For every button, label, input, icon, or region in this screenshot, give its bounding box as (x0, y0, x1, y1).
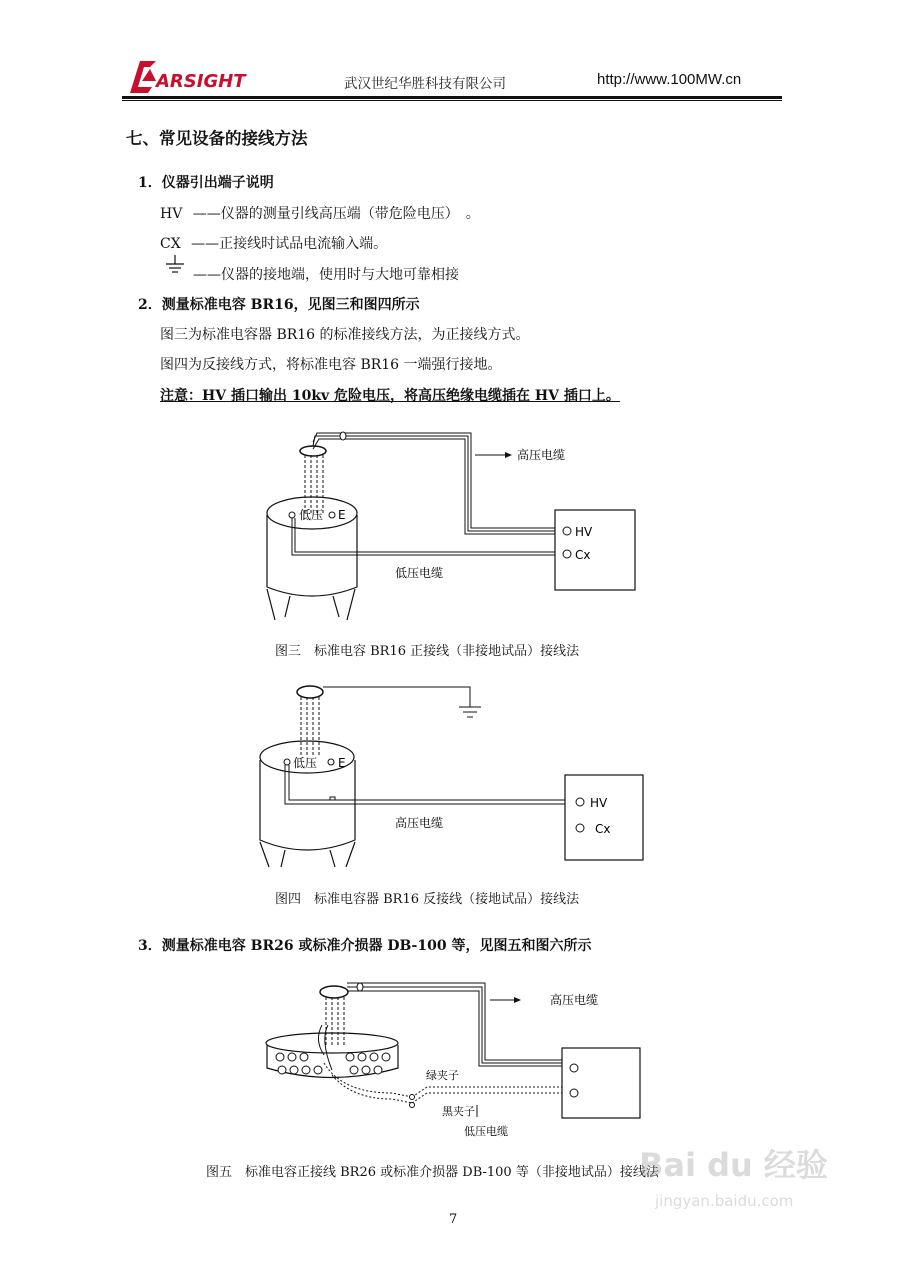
logo-text: ARSIGHT (156, 71, 246, 92)
fig3-low-label: 低压 (299, 508, 324, 522)
fig3-port-cx: Cx (575, 548, 591, 562)
figure5-diagram (262, 975, 647, 1145)
page-number: 7 (449, 1212, 458, 1227)
hv-terminal-line (160, 203, 480, 223)
section-title: 七、常见设备的接线方法 (126, 129, 308, 148)
item3-title: 3．测量标准电容 BR26 或标准介损器 DB-100 等，见图五和图六所示 (138, 938, 592, 954)
item2-line2: 图四为反接线方式，将标准电容 BR16 一端强行接地。 (160, 357, 502, 373)
watermark-site: jingyan.baidu.com (655, 1192, 794, 1210)
hv-label: HV (160, 206, 183, 222)
figure3-caption: 图三 标准电容 BR16 正接线（非接地试品）接线法 (275, 644, 580, 659)
figure5-caption: 图五 标准电容正接线 BR26 或标准介损器 DB-100 等（非接地试品）接线法 (206, 1165, 659, 1180)
fig5-hv-cable-label: 高压电缆 (550, 993, 599, 1007)
hv-description: ——仪器的测量引线高压端（带危险电压） 。 (192, 206, 480, 222)
fig3-hv-cable-label: 高压电缆 (517, 448, 566, 462)
fig5-green-clip-label: 绿夹子 (426, 1069, 459, 1082)
fig4-hv-cable-label: 高压电缆 (395, 816, 444, 830)
fig4-e-label: E (338, 756, 346, 770)
fig5-lv-cable-label: 低压电缆 (464, 1125, 508, 1138)
fig3-e-label: E (338, 508, 346, 522)
header-rule (122, 96, 782, 99)
fig4-port-cx: Cx (595, 822, 611, 836)
figure4-caption: 图四 标准电容器 BR16 反接线（接地试品）接线法 (275, 892, 580, 907)
fig4-port-hv: HV (590, 796, 608, 810)
watermark-brand: Bai du 经验 (639, 1146, 828, 1184)
figure4-diagram (255, 675, 650, 875)
item1-title: 1．仪器引出端子说明 (138, 175, 274, 191)
fig3-lv-cable-label: 低压电缆 (395, 566, 444, 580)
company-url[interactable]: http://www.100MW.cn (597, 71, 742, 88)
cx-label: CX (160, 236, 181, 252)
ground-symbol-icon (164, 255, 186, 275)
figure3-diagram (255, 425, 650, 625)
watermark (635, 1140, 845, 1220)
cx-description: ——正接线时试品电流输入端。 (191, 236, 388, 252)
company-name: 武汉世纪华胜科技有限公司 (344, 76, 506, 92)
header-rule-thin (122, 100, 782, 101)
ground-description: ——仪器的接地端，使用时与大地可靠相接 (193, 267, 459, 283)
cx-terminal-line (160, 233, 387, 253)
fig5-black-clip-label: 黑夹子 (442, 1105, 475, 1118)
fig4-low-label: 低压 (293, 756, 318, 770)
item2-title: 2．测量标准电容 BR16，见图三和图四所示 (138, 297, 420, 313)
item2-line1: 图三为标准电容器 BR16 的标准接线方法，为正接线方式。 (160, 327, 530, 343)
fig3-port-hv: HV (575, 525, 593, 539)
company-logo (126, 55, 251, 97)
warning-note: 注意：HV 插口输出 10kv 危险电压，将高压绝缘电缆插在 HV 插口上。 (160, 388, 620, 404)
